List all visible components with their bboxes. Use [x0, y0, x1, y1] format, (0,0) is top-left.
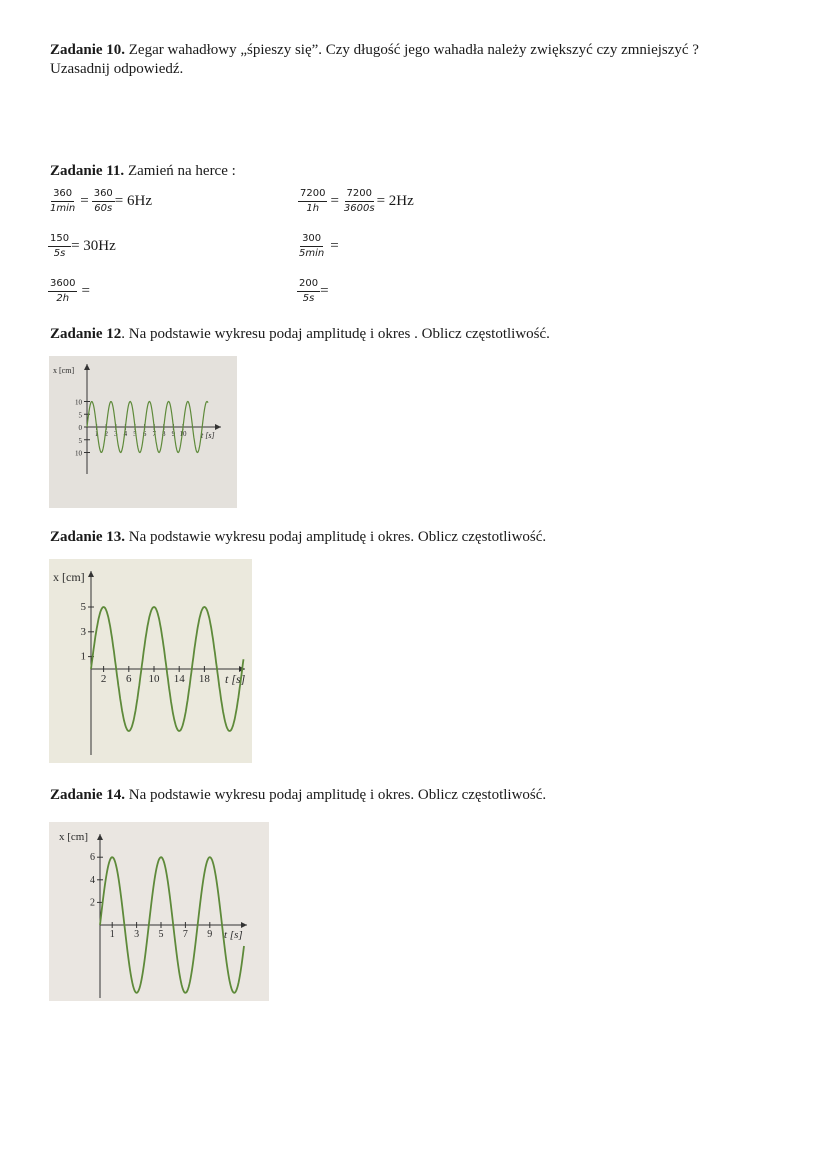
fraction-2-equals: =: [330, 193, 339, 209]
task-12-heading: [50, 325, 550, 344]
task-10: [50, 41, 810, 79]
task-10-label: Zadanie 10.: [50, 42, 126, 58]
x-tick-label: 5: [158, 929, 164, 940]
graph-14-svg: [49, 822, 269, 1001]
graph-13: [49, 559, 252, 763]
fraction-1: [48, 188, 152, 215]
task-13-label: Zadanie 13.: [50, 529, 126, 545]
fraction-1-numerator-2: 360: [92, 188, 115, 202]
fraction-2-denominator-2: 3600s: [343, 203, 375, 214]
y-axis-label: x [cm]: [53, 570, 85, 584]
y-tick-label: 5: [80, 601, 86, 613]
y-tick-label: 5: [78, 411, 82, 420]
task-10-text-line2: Uzasadnij odpowiedź.: [50, 61, 184, 77]
fraction-1-equals: =: [80, 193, 89, 209]
task-12-text: . Na podstawie wykresu podaj amplitudę i okres . Oblicz częstotliwość.: [121, 326, 550, 342]
fraction-2-result: = 2Hz: [376, 193, 414, 209]
task-14-text: Na podstawie wykresu podaj amplitudę i okres. Oblicz częstotliwość.: [125, 787, 547, 803]
fraction-4-denominator: 5min: [299, 248, 325, 259]
task-14-heading: [50, 786, 546, 805]
task-12-label: Zadanie 12: [50, 326, 122, 342]
x-tick-label: 6: [142, 430, 147, 438]
x-tick-label: 14: [173, 673, 185, 685]
x-axis-label: t [s]: [201, 431, 215, 440]
task-10-text: Zegar wahadłowy „śpieszy się”. Czy długość jego wahadła należy zwiększyć czy zmniejszyć ?: [125, 42, 699, 58]
graph-13-background: [49, 559, 252, 763]
fraction-4-numerator: 300: [300, 233, 323, 247]
x-tick-label: 9: [171, 430, 176, 438]
x-tick-label: 3: [114, 430, 118, 438]
fraction-6-numerator: 200: [297, 278, 320, 292]
fraction-3: [48, 233, 116, 260]
y-tick-label: 2: [90, 897, 95, 909]
graph-13-svg: [49, 559, 252, 763]
y-tick-label: 10: [75, 449, 82, 458]
fraction-2-denominator: 1h: [306, 203, 320, 214]
x-tick-label: 18: [198, 673, 210, 685]
x-tick-label: 10: [179, 430, 187, 438]
fraction-5: [48, 278, 90, 305]
fraction-6-denominator: 5s: [302, 293, 315, 304]
x-tick-label: 5: [133, 430, 137, 438]
x-tick-label: 7: [182, 929, 188, 940]
fraction-1-numerator: 360: [51, 188, 74, 202]
fraction-3-numerator: 150: [48, 233, 71, 247]
task-11-text: Zamień na herce :: [124, 163, 236, 179]
y-tick-label: 0: [78, 424, 82, 432]
y-tick-label: 6: [90, 852, 95, 864]
y-axis-label: x [cm]: [53, 366, 75, 375]
task-13-heading: [50, 528, 546, 547]
fraction-1-result: = 6Hz: [114, 193, 152, 209]
fraction-5-numerator: 3600: [48, 278, 77, 292]
graph-12: [49, 356, 237, 508]
task-11-label: Zadanie 11.: [50, 163, 125, 179]
fraction-5-denominator: 2h: [56, 293, 70, 304]
task-14-label: Zadanie 14.: [50, 787, 126, 803]
fraction-2-numerator: 7200: [298, 188, 327, 202]
fraction-4: [297, 233, 339, 260]
graph-14-background: [49, 822, 269, 1001]
x-tick-label: 2: [104, 430, 108, 438]
x-tick-label: 8: [162, 430, 166, 438]
fraction-5-result: =: [81, 283, 90, 299]
task-13-text: Na podstawie wykresu podaj amplitudę i okres. Oblicz częstotliwość.: [125, 529, 547, 545]
fraction-6-result: =: [320, 283, 329, 299]
x-tick-label: 7: [152, 430, 156, 438]
fraction-1-denominator-2: 60s: [94, 203, 113, 214]
y-axis-label: x [cm]: [59, 831, 89, 843]
y-tick-label: 3: [80, 625, 86, 638]
fraction-3-result: = 30Hz: [71, 238, 116, 254]
graph-12-svg: [49, 356, 237, 508]
x-tick-label: 9: [207, 929, 213, 940]
x-axis-label: t [s]: [224, 929, 243, 941]
graph-14: [49, 822, 269, 1001]
fraction-2: [298, 188, 414, 215]
x-tick-label: 2: [100, 673, 107, 685]
x-tick-label: 6: [126, 673, 132, 685]
y-tick-label: 1: [80, 650, 86, 663]
fraction-1-denominator: 1min: [50, 203, 76, 214]
x-tick-label: 10: [148, 673, 160, 685]
x-axis-label: t [s]: [225, 672, 246, 686]
x-tick-label: 3: [134, 929, 140, 940]
x-tick-label: 1: [94, 430, 99, 438]
task-11-heading: [50, 162, 236, 181]
y-tick-label: 10: [75, 398, 82, 407]
y-tick-label: 5: [78, 436, 82, 445]
fraction-6: [297, 278, 329, 305]
y-tick-label: 4: [90, 874, 95, 886]
fraction-2-numerator-2: 7200: [345, 188, 374, 202]
fraction-3-denominator: 5s: [53, 248, 66, 259]
x-tick-label: 1: [109, 929, 115, 940]
x-tick-label: 4: [123, 430, 128, 438]
fraction-4-result: =: [330, 238, 339, 254]
